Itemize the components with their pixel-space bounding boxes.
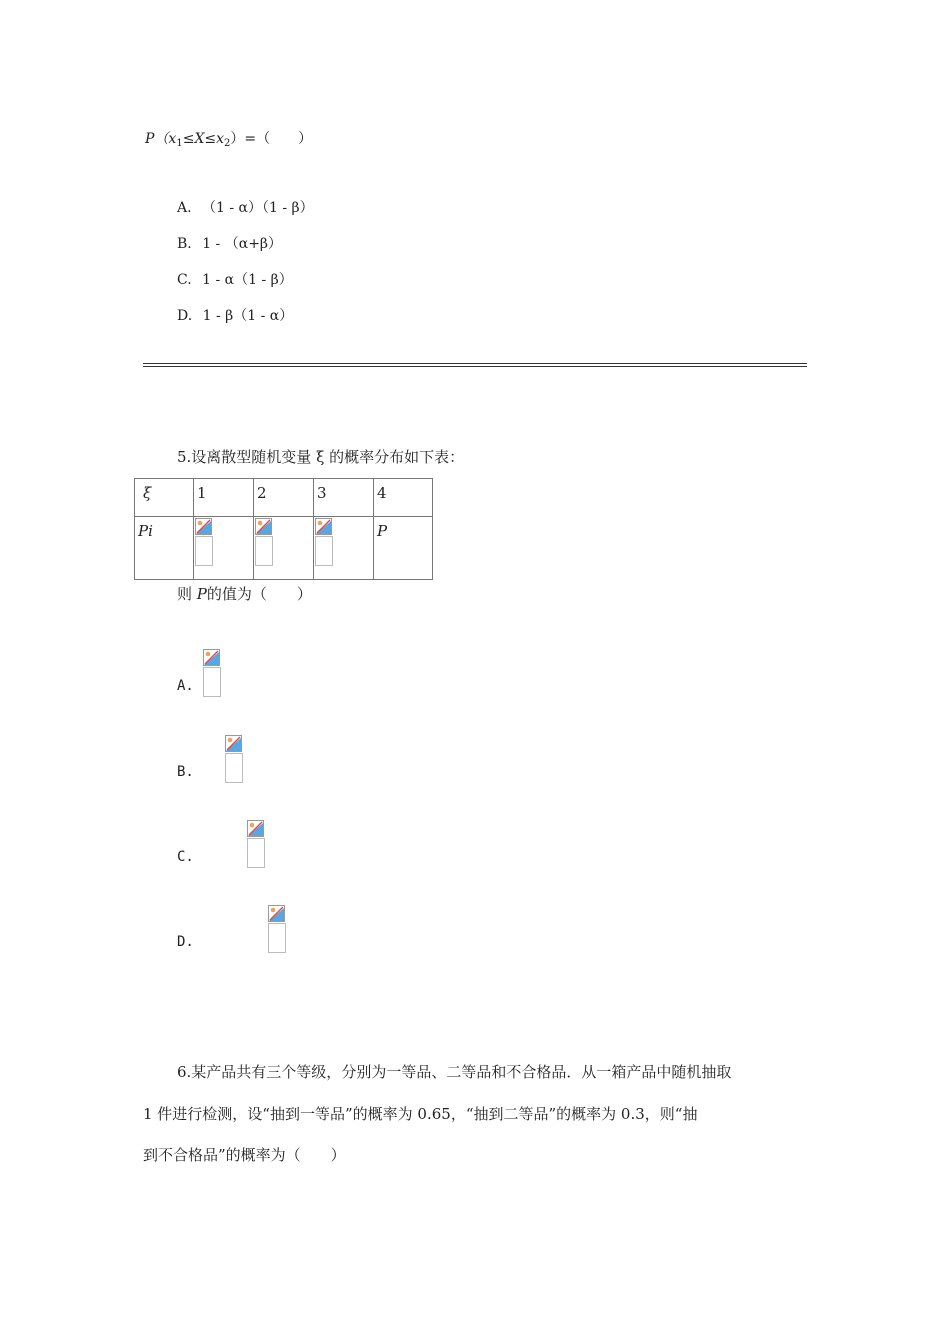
q4-x2-sub: 2 xyxy=(224,138,231,149)
table-cell-pi: Pi xyxy=(135,517,194,580)
broken-image-icon xyxy=(225,735,242,782)
q4-option-b-text: 1 - （α+β） xyxy=(202,236,283,252)
separator-rule-bottom xyxy=(143,366,807,367)
q4-x1-sub: 1 xyxy=(176,138,183,149)
table-cell-3: 3 xyxy=(314,479,374,517)
q4-option-c xyxy=(177,269,293,289)
q4-x1: x xyxy=(168,131,177,147)
q4-option-a xyxy=(177,197,314,217)
q4-option-a-text: （1 - α）（1 - β） xyxy=(202,200,314,216)
q4-X: X xyxy=(194,131,205,147)
broken-image-icon xyxy=(203,649,220,696)
q4-option-c-text: 1 - α（1 - β） xyxy=(202,272,293,288)
q5-option-d-label: D. xyxy=(177,934,194,950)
q5-question-suffix: 的值为（ ） xyxy=(206,585,312,603)
q5-question-prefix: 则 xyxy=(177,585,197,603)
table-cell-4: 4 xyxy=(374,479,433,517)
separator-rule-top xyxy=(143,363,807,364)
broken-image-icon xyxy=(255,518,272,565)
broken-image-icon xyxy=(268,905,285,952)
q6-line-1: 6.某产品共有三个等级，分别为一等品、二等品和不合格品．从一箱产品中随机抽取 xyxy=(177,1063,732,1081)
q4-option-a-label: A. xyxy=(177,200,192,216)
q4-option-c-label: C. xyxy=(177,272,192,288)
q4-x2: x xyxy=(216,131,225,147)
q4-option-d-label: D. xyxy=(177,308,193,324)
q5-question xyxy=(177,583,312,604)
table-cell-1: 1 xyxy=(194,479,254,517)
q4-option-b xyxy=(177,233,282,253)
table-cell-p: P xyxy=(374,517,433,580)
table-cell-2: 2 xyxy=(254,479,314,517)
q4-mid1: ≤ xyxy=(182,131,195,147)
q5-option-c-label: C. xyxy=(177,849,194,865)
broken-image-icon xyxy=(315,518,332,565)
q5-stem: 5.设离散型随机变量 ξ 的概率分布如下表： xyxy=(177,448,465,466)
table-cell-xi: ξ xyxy=(135,479,194,517)
q4-option-d xyxy=(177,305,293,325)
q4-mid2: ≤ xyxy=(204,131,217,147)
table-cell-p1 xyxy=(194,517,254,580)
q6-line-3: 到不合格品”的概率为（ ） xyxy=(143,1146,346,1164)
q4-stem-suffix: ）=（ ） xyxy=(230,131,313,147)
q4-stem-prefix: P（ xyxy=(145,131,169,147)
table-cell-p3 xyxy=(314,517,374,580)
broken-image-icon xyxy=(247,820,264,867)
table-prob-row xyxy=(135,517,433,580)
q4-stem xyxy=(145,128,312,149)
table-cell-p2 xyxy=(254,517,314,580)
q5-option-b-label: B. xyxy=(177,764,194,780)
q4-option-b-label: B. xyxy=(177,236,192,252)
probability-table xyxy=(134,478,433,580)
table-header-row xyxy=(135,479,433,517)
q5-question-var: P xyxy=(196,585,207,603)
q5-option-a-label: A. xyxy=(177,678,194,694)
q4-option-d-text: 1 - β（1 - α） xyxy=(202,308,294,324)
broken-image-icon xyxy=(195,518,212,565)
q6-line-2: 1 件进行检测，设“抽到一等品”的概率为 0.65，“抽到二等品”的概率为 0.3，则“抽 xyxy=(143,1105,698,1123)
